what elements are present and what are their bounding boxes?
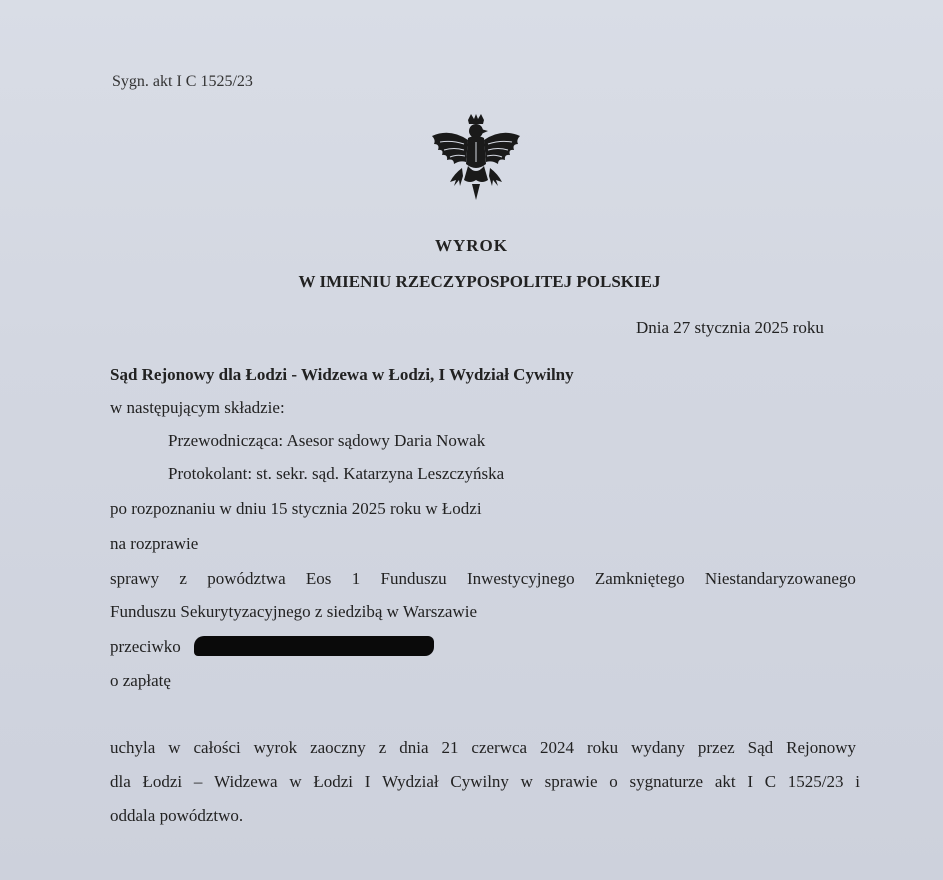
word: Wydział	[382, 772, 439, 791]
word: sprawie	[544, 772, 598, 791]
word: w	[168, 738, 181, 757]
word: dla	[110, 772, 131, 791]
word: roku	[586, 738, 619, 757]
word: –	[193, 772, 203, 791]
hearing-date-line: po rozpoznaniu w dniu 15 stycznia 2025 roku w Łodzi	[110, 499, 482, 518]
word: powództwa	[207, 569, 286, 588]
word: w	[289, 772, 302, 791]
word: Zamkniętego	[594, 569, 685, 588]
court-name: Sąd Rejonowy dla Łodzi - Widzewa w Łodzi, I Wydział Cywilny	[110, 365, 574, 384]
word: wyrok	[253, 738, 298, 757]
word: Funduszu	[380, 569, 447, 588]
judgment-date: Dnia 27 stycznia 2025 roku	[636, 318, 824, 337]
hearing-type: na rozprawie	[110, 534, 199, 553]
word: Cywilny	[450, 772, 509, 791]
word: 2024	[540, 738, 575, 757]
word: zaoczny	[310, 738, 366, 757]
word: Niestandaryzowanego	[704, 569, 856, 588]
word: czerwca	[471, 738, 528, 757]
against-label: przeciwko	[110, 637, 181, 656]
word: wydany	[631, 738, 685, 757]
redaction-bar	[194, 636, 434, 656]
presiding-judge: Przewodnicząca: Asesor sądowy Daria Nowak	[168, 431, 486, 450]
word: 21	[441, 738, 459, 757]
ruling-line-2	[110, 772, 860, 792]
word: z	[179, 569, 187, 588]
word: Sąd	[747, 738, 774, 757]
word: I	[747, 772, 753, 791]
case-line-2: Funduszu Sekurytyzacyjnego z siedzibą w Warszawie	[110, 602, 478, 621]
case-line-1	[110, 569, 856, 589]
word: o	[609, 772, 618, 791]
word: Eos	[305, 569, 332, 588]
word: 1525/23	[787, 772, 844, 791]
word: Łodzi	[142, 772, 183, 791]
composition-intro: w następującym składzie:	[110, 398, 285, 417]
case-signature: Sygn. akt I C 1525/23	[112, 73, 253, 90]
word: Inwestycyjnego	[466, 569, 575, 588]
word: w	[520, 772, 533, 791]
court-clerk: Protokolant: st. sekr. sąd. Katarzyna Leszczyńska	[168, 464, 505, 483]
word: uchyla	[110, 738, 156, 757]
judgment-title: WYROK	[435, 236, 508, 255]
word: Łodzi	[313, 772, 353, 791]
case-subject: o zapłatę	[110, 671, 171, 690]
word: sygnaturze	[629, 772, 704, 791]
polish-eagle-emblem-icon	[428, 114, 524, 204]
word: akt	[714, 772, 736, 791]
word: całości	[193, 738, 241, 757]
word: dnia	[399, 738, 429, 757]
word: i	[855, 772, 860, 791]
word: 1	[351, 569, 361, 588]
word: I	[364, 772, 371, 791]
word: Rejonowy	[786, 738, 856, 757]
word: sprawy	[110, 569, 160, 588]
word: C	[764, 772, 777, 791]
word: Widzewa	[214, 772, 278, 791]
ruling-line-3: oddala powództwo.	[110, 806, 244, 825]
word: z	[378, 738, 387, 757]
word: przez	[697, 738, 735, 757]
ruling-line-1	[110, 738, 856, 758]
judgment-subtitle: W IMIENIU RZECZYPOSPOLITEJ POLSKIEJ	[298, 272, 661, 291]
